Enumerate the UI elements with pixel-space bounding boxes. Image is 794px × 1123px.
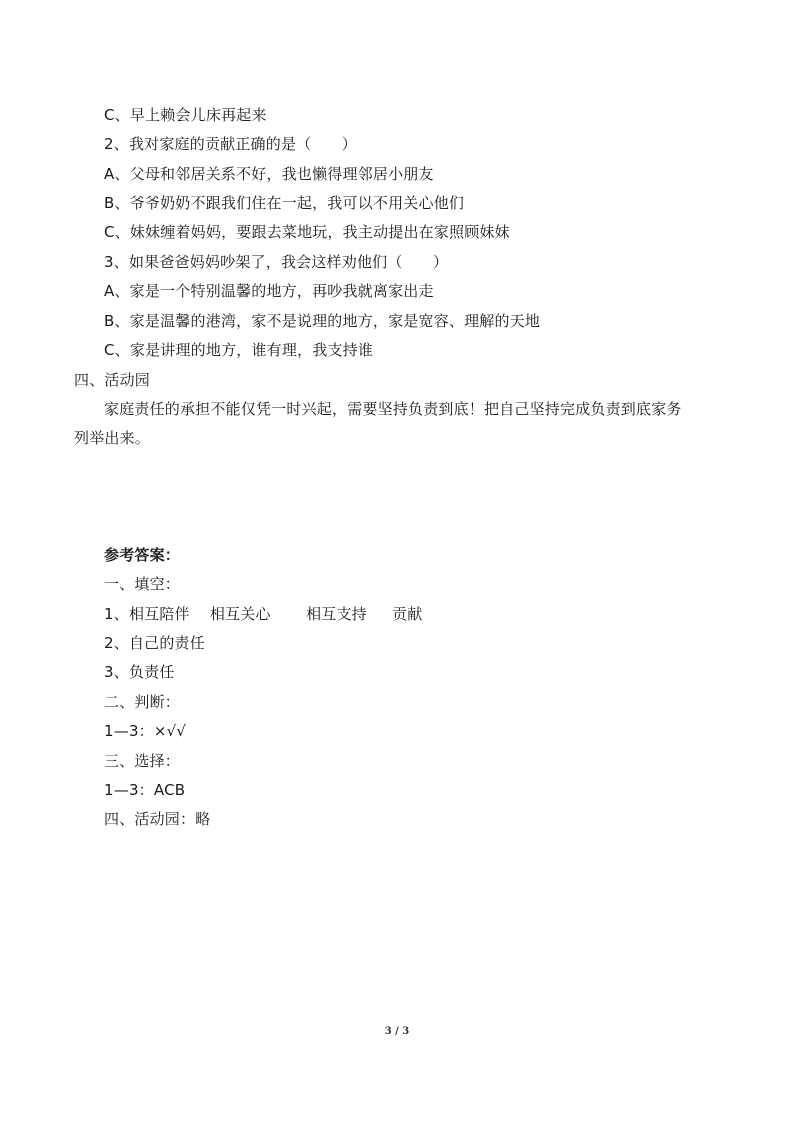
answers-judge-heading: 二、判断： <box>104 693 181 711</box>
activity-text-line1: 家庭责任的承担不能仅凭一时兴起，需要坚持负责到底！把自己坚持完成负责到底家务 <box>104 400 682 418</box>
activity-text-line2: 列举出来。 <box>74 429 151 447</box>
answers-activity: 四、活动园：略 <box>104 810 211 828</box>
answers-choice-heading: 三、选择： <box>104 752 181 770</box>
answers-title: 参考答案： <box>104 546 181 564</box>
q3-stem: 3、如果爸爸妈妈吵架了，我会这样劝他们（ ） <box>104 253 449 271</box>
q3-option-a: A、家是一个特别温馨的地方，再吵我就离家出走 <box>104 282 434 300</box>
q1-option-c: C、早上赖会儿床再起来 <box>104 106 267 124</box>
q2-option-a: A、父母和邻居关系不好，我也懒得理邻居小朋友 <box>104 165 434 183</box>
q3-option-c: C、家是讲理的地方，谁有理，我支持谁 <box>104 341 374 359</box>
answers-fill-heading: 一、填空： <box>104 575 181 593</box>
answers-fill-1: 1、相互陪伴 相互关心 相互支持 贡献 <box>104 605 423 623</box>
page-number: 3 / 3 <box>384 1026 410 1037</box>
activity-heading: 四、活动园 <box>74 371 151 389</box>
answers-judge-1: 1—3：×√√ <box>104 722 187 740</box>
q3-option-b: B、家是温馨的港湾，家不是说理的地方，家是宽容、理解的天地 <box>104 312 541 330</box>
answers-choice-1: 1—3：ACB <box>104 781 186 799</box>
q2-option-c: C、妹妹缠着妈妈，要跟去菜地玩，我主动提出在家照顾妹妹 <box>104 223 510 241</box>
q2-stem: 2、我对家庭的贡献正确的是（ ） <box>104 135 357 153</box>
q2-option-b: B、爷爷奶奶不跟我们住在一起，我可以不用关心他们 <box>104 194 465 212</box>
answers-fill-3: 3、负责任 <box>104 663 175 681</box>
answers-fill-2: 2、自己的责任 <box>104 634 205 652</box>
